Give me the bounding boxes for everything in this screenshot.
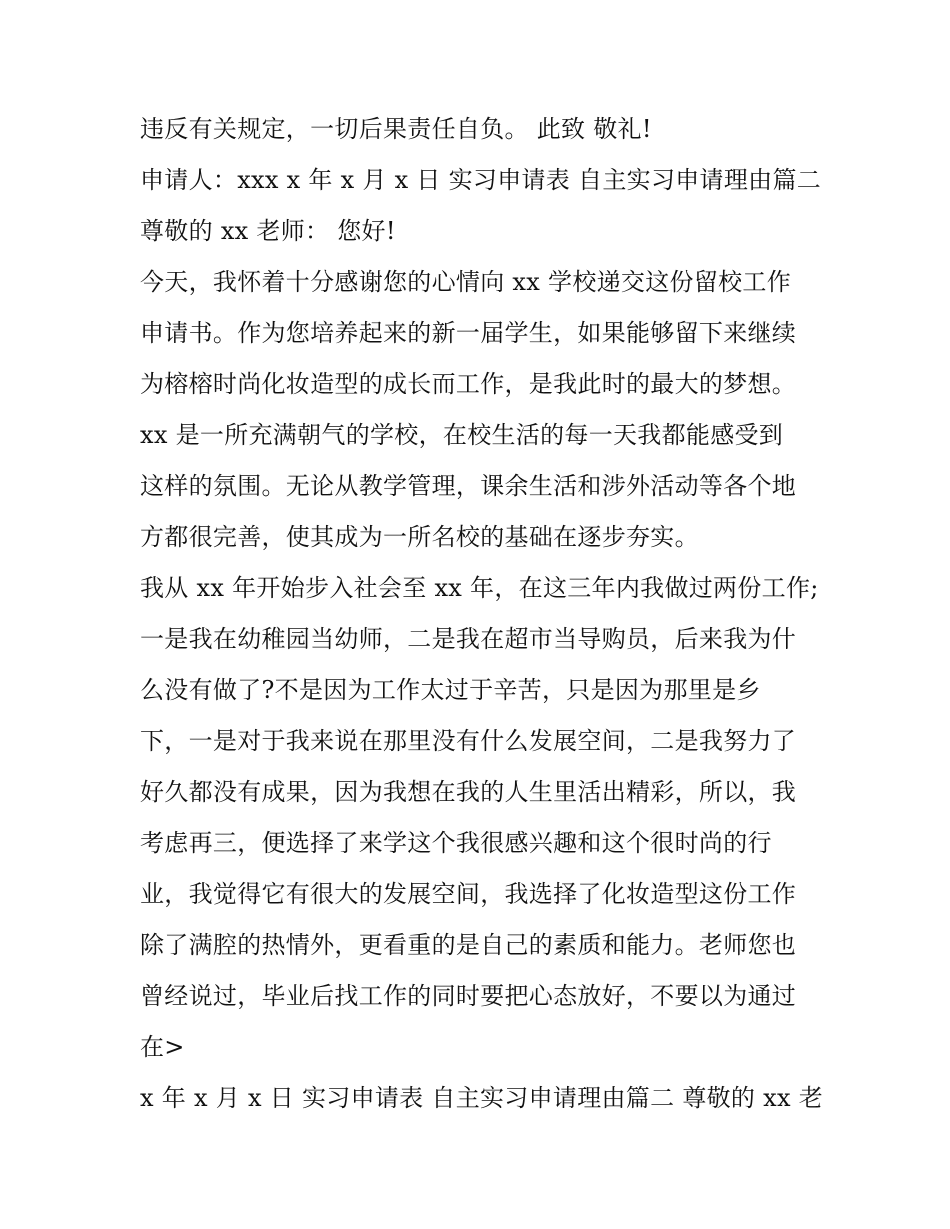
text-line: 尊敬的 xx 老师： 您好! — [140, 217, 396, 245]
document-body — [140, 104, 830, 1124]
text-line: 方都很完善，使其成为一所名校的基础在逐步夯实。 — [140, 523, 699, 551]
text-line: xx 是一所充满朝气的学校，在校生活的每一天我都能感受到 — [140, 421, 784, 449]
text-line: x 年 x 月 x 日 实习申请表 自主实习申请理由篇二 尊敬的 xx 老 — [140, 1084, 824, 1112]
text-line: 曾经说过，毕业后找工作的同时要把心态放好，不要以为通过 — [140, 982, 797, 1010]
text-line: 违反有关规定，一切后果责任自负。 此致 敬礼! — [140, 115, 652, 143]
text-line: 除了满腔的热情外，更看重的是自己的素质和能力。老师您也 — [140, 931, 797, 959]
text-line: 申请书。作为您培养起来的新一届学生，如果能够留下来继续 — [140, 319, 797, 347]
text-line: 为榕榕时尚化妆造型的成长而工作，是我此时的最大的梦想。 — [140, 370, 797, 398]
text-line: 么没有做了?不是因为工作太过于辛苦，只是因为那里是乡 — [140, 676, 761, 704]
text-line: 我从 xx 年开始步入社会至 xx 年，在这三年内我做过两份工作; — [140, 574, 819, 602]
text-line: 在> — [140, 1033, 185, 1061]
text-line: 一是我在幼稚园当幼师，二是我在超市当导购员，后来我为什 — [140, 625, 797, 653]
text-line: 好久都没有成果，因为我想在我的人生里活出精彩，所以，我 — [140, 778, 797, 806]
text-line: 今天，我怀着十分感谢您的心情向 xx 学校递交这份留校工作 — [140, 268, 792, 296]
text-line: 下，一是对于我来说在那里没有什么发展空间，二是我努力了 — [140, 727, 797, 755]
text-line: 申请人：xxx x 年 x 月 x 日 实习申请表 自主实习申请理由篇二 — [140, 166, 822, 194]
text-line: 考虑再三，便选择了来学这个我很感兴趣和这个很时尚的行 — [140, 829, 772, 857]
text-line: 业，我觉得它有很大的发展空间，我选择了化妆造型这份工作 — [140, 880, 797, 908]
text-line: 这样的氛围。无论从教学管理，课余生活和涉外活动等各个地 — [140, 472, 797, 500]
